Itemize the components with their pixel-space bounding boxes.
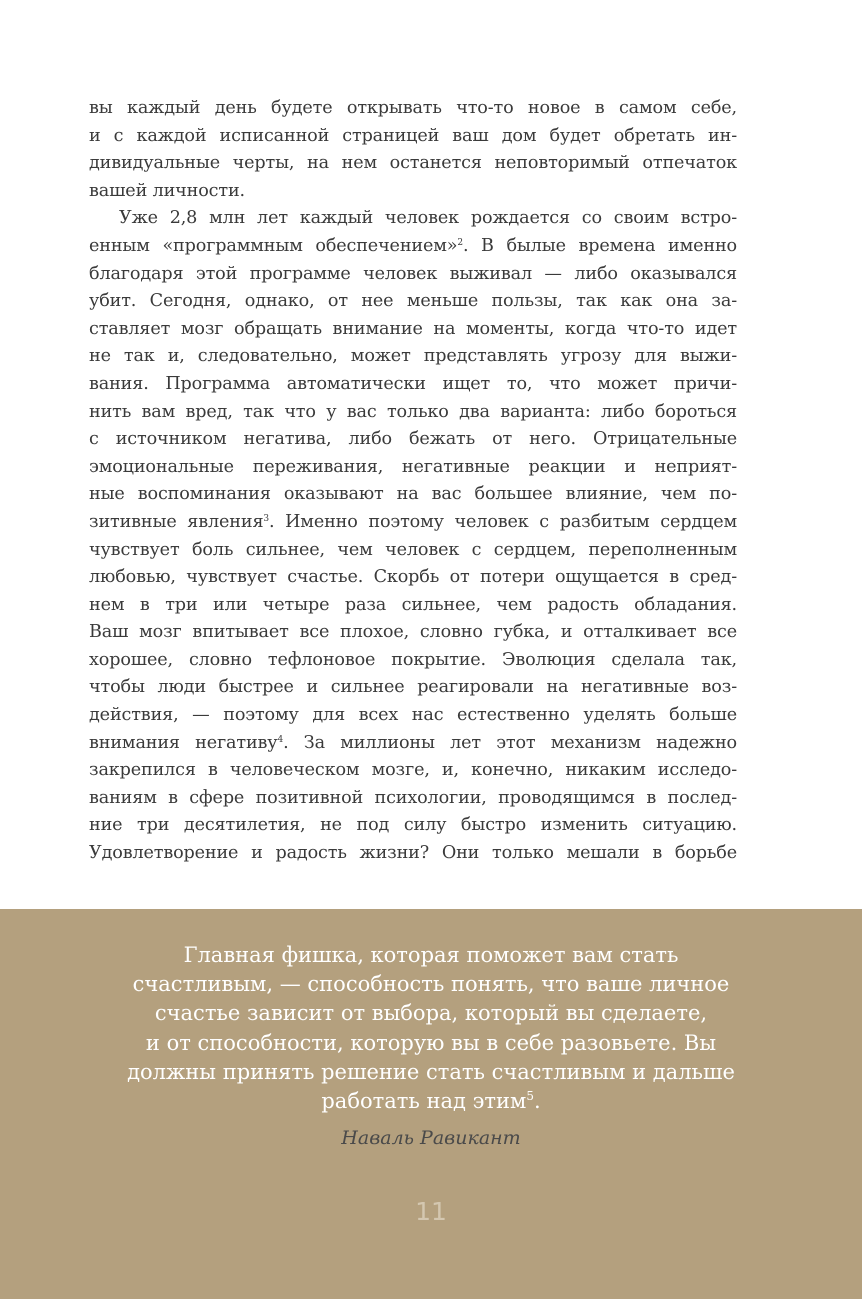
body-line: Удовлетворение и радость жизни? Они только мешали в борьбе [89,843,737,864]
line-text: . [533,1089,541,1114]
body-line: Ваш мозг впитывает все плохое, словно губка, и отталкивает все [89,622,737,643]
body-line: с источником негатива, либо бежать от него. Отрицательные [89,429,737,450]
line-text: . В былые времена именно [462,235,737,256]
body-line: эмоциональные переживания, негативные реакции и неприят- [89,456,737,477]
footnote-ref: 2 [457,237,463,248]
body-line: действия, — поэтому для всех нас естественно уделять больше [89,705,737,726]
footnote-ref: 4 [277,734,284,745]
body-line [89,509,737,537]
body-line: вания. Программа автоматически ищет то, что может причи- [89,373,737,394]
body-line: дивидуальные черты, на нем останется неповторимый отпечаток [89,153,737,174]
body-line: нить вам вред, так что у вас только два варианта: либо бороться [89,401,737,422]
body-line: нем в три или четыре раза сильнее, чем радость обладания. [89,594,737,615]
page-number: 11 [415,1197,447,1226]
quote-line: счастье зависит от выбора, который вы сделаете, [154,1001,708,1026]
line-text: работать над этим [321,1089,527,1114]
body-line: ставляет мозг обращать внимание на моменты, когда что-то идет [89,318,737,339]
epigraph-quote [60,941,802,1116]
body-line: хорошее, словно тефлоновое покрытие. Эволюция сделала так, [89,649,737,670]
body-line: любовью, чувствует счастье. Скорбь от потери ощущается в сред- [89,567,737,588]
body-line: убит. Сегодня, однако, от нее меньше пользы, так как она за- [89,291,737,312]
quote-line: счастливым, — способность понять, что ваше личное [132,972,730,997]
quote-line: Главная фишка, которая поможет вам стать [183,943,679,967]
body-line: не так и, следовательно, может представлять угрозу для выжи- [89,346,737,367]
body-line: вы каждый день будете открывать что-то новое в самом себе, [89,98,737,118]
body-line: ваниям в сфере позитивной психологии, проводящимся в послед- [89,787,737,808]
body-line: чтобы люди быстрее и сильнее реагировали на негативные воз- [89,677,737,698]
body-line: ние три десятилетия, не под силу быстро изменить ситуацию. [89,815,737,836]
line-text: . За миллионы лет этот механизм надежно [283,732,737,753]
body-text [89,95,737,868]
body-line: Уже 2,8 млн лет каждый человек рождается со своим встро- [119,208,737,229]
body-line: благодаря этой программе человек выживал — либо оказывался [89,263,737,284]
body-line: ные воспоминания оказывают на вас большее влияние, чем по- [89,484,737,505]
quote-line: должны принять решение стать счастливым и дальше [127,1059,735,1084]
body-line: и с каждой исписанной страницей ваш дом будет обретать ин- [89,125,737,146]
body-line: закрепился в человеческом мозге, и, конечно, никаким исследо- [89,760,737,781]
quote-line [60,1087,802,1116]
body-line [89,730,737,758]
footnote-ref: 3 [263,513,269,524]
line-text: зитивные явления [89,511,264,532]
line-text: енным «программным обеспечением» [89,235,458,256]
footnote-ref: 5 [526,1089,534,1104]
line-text: внимания негативу [89,732,278,753]
quote-line: и от способности, которую вы в себе разовьете. Вы [145,1030,717,1055]
line-text: . Именно поэтому человек с разбитым сердцем [268,511,737,532]
quote-band [0,909,862,1299]
body-line: чувствует боль сильнее, чем человек с сердцем, переполненным [89,539,737,560]
quote-author: Наваль Равикант [341,1127,521,1149]
body-line [89,233,737,261]
body-line: вашей личности. [89,180,245,201]
